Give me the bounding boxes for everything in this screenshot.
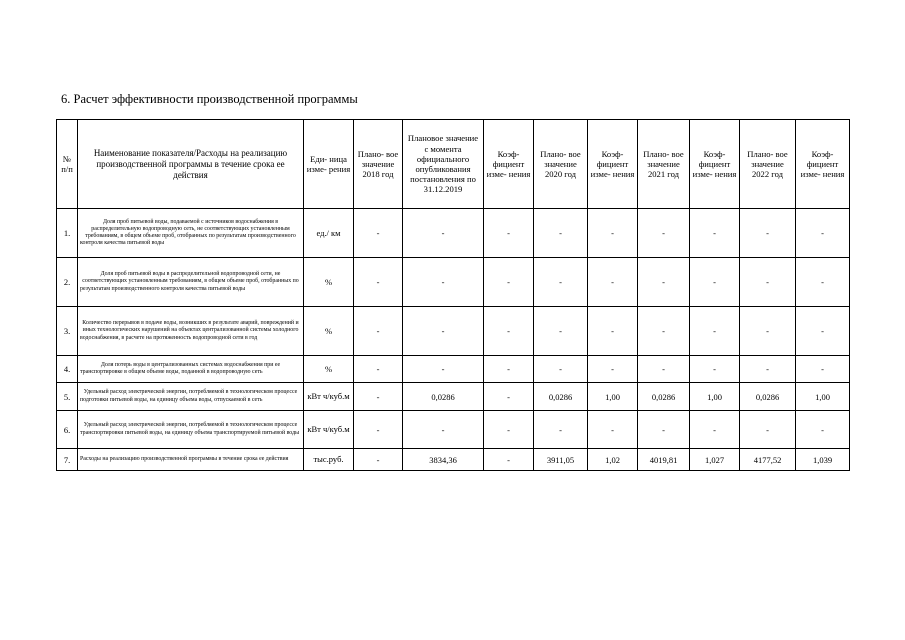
row-name: Расходы на реализацию производственной программы в течение срока ее действия: [78, 449, 304, 471]
header-unit: Еди- ница изме- рения: [304, 120, 354, 209]
table-row: [57, 209, 850, 258]
cell-coef-2021: -: [690, 307, 740, 356]
cell-plan-2022: 4177,52: [740, 449, 796, 471]
table-row: [57, 449, 850, 471]
header-row: [57, 120, 850, 209]
cell-plan-2019: 3834,36: [403, 449, 484, 471]
header-coef-2022: Коэф- фициент изме- нения: [796, 120, 850, 209]
cell-coef-2022: -: [796, 258, 850, 307]
cell-plan-2020: -: [534, 307, 588, 356]
header-coef-2021: Коэф- фициент изме- нения: [690, 120, 740, 209]
cell-plan-2022: -: [740, 356, 796, 383]
cell-plan-2019: -: [403, 209, 484, 258]
cell-plan-2020: -: [534, 209, 588, 258]
row-num: 1.: [57, 209, 78, 258]
cell-coef-2021: -: [690, 411, 740, 449]
header-coef-2020: Коэф- фициент изме- нения: [588, 120, 638, 209]
table-row: [57, 356, 850, 383]
row-name: Доля проб питьевой воды, подаваемой с источников водоснабжения в распределительную водопроводную сеть, не соответствующих установленным требованиям, в общем объеме проб, отобранных по результатам производственного контроля качества питьевой воды: [78, 209, 304, 258]
row-name: Удельный расход электрической энергии, потребляемой в технологическом процессе транспортировки питьевой воды, на единицу объема транспортируемой питьевой воды: [78, 411, 304, 449]
table-row: [57, 307, 850, 356]
row-name: Доля потерь воды в централизованных системах водоснабжения при ее транспортировке в общем объеме воды, поданной в водопроводную сеть: [78, 356, 304, 383]
cell-plan-2020: -: [534, 411, 588, 449]
cell-coef-2019: -: [484, 449, 534, 471]
cell-coef-2020: -: [588, 209, 638, 258]
cell-coef-2019: -: [484, 307, 534, 356]
row-num: 6.: [57, 411, 78, 449]
cell-coef-2020: 1,00: [588, 383, 638, 411]
cell-coef-2019: -: [484, 258, 534, 307]
cell-plan-2018: -: [354, 449, 403, 471]
table-row: [57, 258, 850, 307]
cell-coef-2019: -: [484, 411, 534, 449]
cell-coef-2022: -: [796, 411, 850, 449]
cell-coef-2022: -: [796, 307, 850, 356]
cell-plan-2018: -: [354, 307, 403, 356]
header-coef-2019: Коэф- фициент изме- нения: [484, 120, 534, 209]
efficiency-table: [56, 119, 850, 471]
cell-coef-2021: -: [690, 356, 740, 383]
cell-coef-2022: -: [796, 209, 850, 258]
cell-plan-2021: 0,0286: [638, 383, 690, 411]
cell-plan-2021: -: [638, 209, 690, 258]
cell-plan-2020: -: [534, 258, 588, 307]
row-unit: ед./ км: [304, 209, 354, 258]
row-unit: кВт ч/куб.м: [304, 383, 354, 411]
cell-plan-2019: -: [403, 411, 484, 449]
cell-plan-2018: -: [354, 209, 403, 258]
cell-coef-2020: -: [588, 307, 638, 356]
row-name: Доля проб питьевой воды в распределительной водопроводной сети, не соответствующих установленным требованиям, в общем объеме проб, отобранных по результатам производственного контроля качества питьевой воды: [78, 258, 304, 307]
cell-coef-2022: 1,00: [796, 383, 850, 411]
cell-plan-2020: 0,0286: [534, 383, 588, 411]
row-unit: %: [304, 356, 354, 383]
cell-coef-2021: -: [690, 258, 740, 307]
cell-coef-2022: 1,039: [796, 449, 850, 471]
cell-plan-2022: -: [740, 411, 796, 449]
cell-plan-2019: -: [403, 258, 484, 307]
cell-plan-2019: -: [403, 356, 484, 383]
cell-plan-2022: -: [740, 209, 796, 258]
cell-plan-2018: -: [354, 258, 403, 307]
cell-plan-2021: -: [638, 411, 690, 449]
cell-coef-2019: -: [484, 383, 534, 411]
row-unit: %: [304, 307, 354, 356]
cell-plan-2019: 0,0286: [403, 383, 484, 411]
cell-coef-2020: -: [588, 258, 638, 307]
header-plan-2022: Плано- вое значение 2022 год: [740, 120, 796, 209]
cell-coef-2021: 1,00: [690, 383, 740, 411]
header-plan-2021: Плано- вое значение 2021 год: [638, 120, 690, 209]
header-num: № п/п: [57, 120, 78, 209]
row-unit: тыс.руб.: [304, 449, 354, 471]
cell-plan-2020: -: [534, 356, 588, 383]
cell-plan-2021: -: [638, 258, 690, 307]
cell-plan-2018: -: [354, 356, 403, 383]
row-num: 3.: [57, 307, 78, 356]
cell-coef-2020: 1,02: [588, 449, 638, 471]
cell-plan-2021: -: [638, 356, 690, 383]
cell-plan-2018: -: [354, 383, 403, 411]
row-unit: кВт ч/куб.м: [304, 411, 354, 449]
cell-plan-2018: -: [354, 411, 403, 449]
cell-coef-2019: -: [484, 356, 534, 383]
cell-plan-2021: 4019,81: [638, 449, 690, 471]
table-row: [57, 411, 850, 449]
section-title: 6. Расчет эффективности производственной программы: [61, 92, 358, 106]
row-num: 5.: [57, 383, 78, 411]
table-row: [57, 383, 850, 411]
row-name: Удельный расход электрической энергии, потребляемой в технологическом процессе подготовки питьевой воды, на единицу объема воды, отпускаемой в сеть: [78, 383, 304, 411]
cell-plan-2022: -: [740, 258, 796, 307]
cell-plan-2022: -: [740, 307, 796, 356]
cell-coef-2022: -: [796, 356, 850, 383]
cell-coef-2020: -: [588, 356, 638, 383]
header-plan-2019: Плановое значение с момента официального опубликования постановления по 31.12.2019: [403, 120, 484, 209]
cell-plan-2021: -: [638, 307, 690, 356]
cell-plan-2020: 3911,05: [534, 449, 588, 471]
header-plan-2020: Плано- вое значение 2020 год: [534, 120, 588, 209]
cell-coef-2021: -: [690, 209, 740, 258]
row-unit: %: [304, 258, 354, 307]
cell-plan-2022: 0,0286: [740, 383, 796, 411]
row-name: Количество перерывов в подаче воды, возникших в результате аварий, повреждений и иных технологических нарушений на объектах централизованной системы холодного водоснабжения, в расчете на протяженность водопроводной сети в год: [78, 307, 304, 356]
cell-coef-2020: -: [588, 411, 638, 449]
cell-coef-2021: 1,027: [690, 449, 740, 471]
row-num: 7.: [57, 449, 78, 471]
cell-coef-2019: -: [484, 209, 534, 258]
header-plan-2018: Плано- вое значение 2018 год: [354, 120, 403, 209]
row-num: 2.: [57, 258, 78, 307]
row-num: 4.: [57, 356, 78, 383]
cell-plan-2019: -: [403, 307, 484, 356]
header-name: Наименование показателя/Расходы на реализацию производственной программы в течение срока ее действия: [78, 120, 304, 209]
